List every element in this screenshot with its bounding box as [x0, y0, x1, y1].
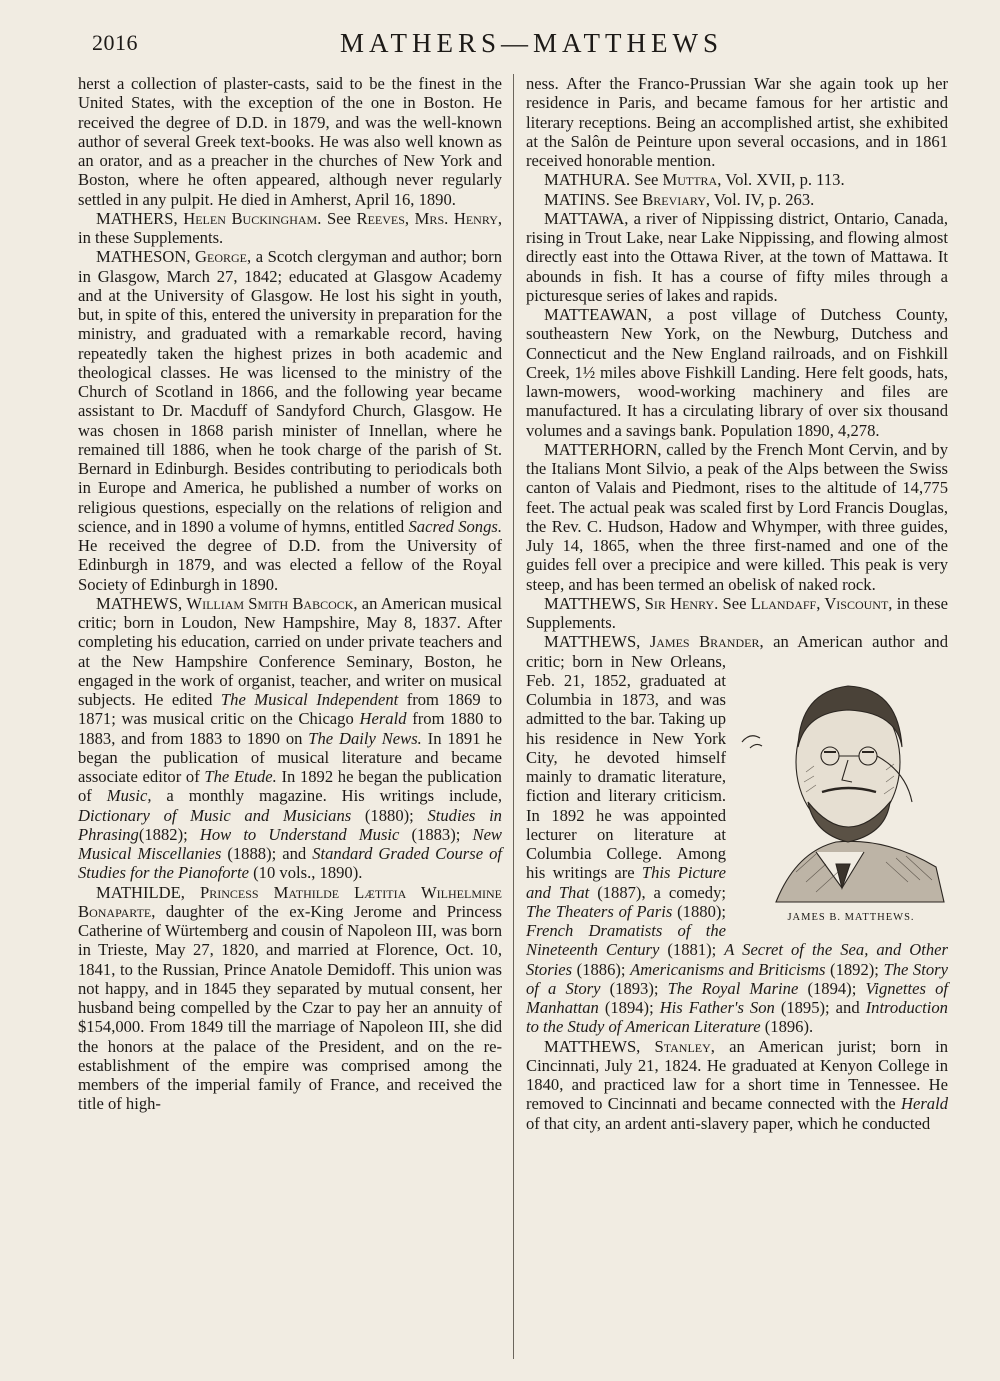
entry-text: (1880);: [351, 805, 428, 825]
page-number: 2016: [92, 30, 138, 55]
entry-text: an American author and critic; born in New Orleans, Feb. 21, 1852, graduated at Columbia in 1873, and was admitted to the bar. Taking up his residence in New York City, he devoted himself mainly to dramatic literature, fiction and literary criticism. In 1892 he was appointed lecturer on literature at Columbia College. Among his writings are: [526, 632, 948, 883]
entry-matins: [526, 190, 948, 209]
entry-matthews-james: [526, 632, 948, 1036]
entry-mathura: [526, 170, 948, 189]
entry-headword: MATTHEWS,: [544, 632, 641, 652]
book-title: The Theaters of Paris: [526, 901, 673, 921]
entry-headword: MATHILDE,: [96, 882, 185, 902]
entry-continuation: herst a collection of plaster-casts, said to be the finest in the United States, with the exception of the one in Boston. He received the degree of D.D. in 1879, and was the well-known author of several Greek text-books. He was also well known as an orator, and as a preacher in the churches of New York and Boston, where he often appeared, although never regularly settled in any pulpit. He died in Amherst, April 16, 1890.: [78, 74, 502, 209]
entry-matterhorn: [526, 440, 948, 594]
entry-text: a monthly magazine. His writings include,: [151, 786, 502, 806]
entry-matthews-stanley: [526, 1037, 948, 1133]
entry-text: an American jurist; born in Cincinnati, July 21, 1824. He graduated at Kenyon College in 1840, and practiced law for a short time in Tennessee. He removed to Cincinnati and became connected with the: [526, 1036, 948, 1114]
entry-name: James Brander,: [649, 632, 764, 652]
entry-text: (1887), a comedy;: [589, 882, 726, 902]
entry-mathilde: [78, 883, 502, 1114]
entry-text: (1881);: [659, 940, 725, 960]
entry-matteawan: [526, 305, 948, 440]
entry-text: (1882);: [138, 824, 200, 844]
entry-text: (1894);: [598, 998, 660, 1017]
cross-reference: Reeves, Mrs. Henry,: [356, 208, 503, 228]
entry-text: See: [609, 189, 643, 209]
entry-text: (1886);: [572, 959, 631, 979]
book-title: Vignettes of Manhattan: [526, 978, 948, 1017]
entry-text: He received the degree of D.D. from the University of Edinburgh in 1879, and was elected a fellow of the Royal Society of Edinburgh in 1890.: [78, 536, 502, 594]
entry-continuation: ness. After the Franco-Prussian War she again took up her residence in Paris, and became famous for her artistic and literary receptions. Being an accomplished artist, she exhibited at the Salôn de Peinture upon several occasions, and in 1861 received honorable mention.: [526, 74, 948, 170]
cross-reference: Breviary,: [642, 189, 711, 209]
entry-text: a post village of Dutchess County, southeastern New York, on the Newburg, Dutchess and Connecticut and the New England railroads, and on Fishkill Creek, 1½ miles above Fishkill Landing. Here felt goods, hats, lawn-mowers, wood-working machinery and files are manufactured. It has a circulating library of over six thousand volumes and a savings bank. Population 1890, 4,278.: [526, 305, 948, 440]
entry-text: daughter of the ex-King Jerome and Princess Catherine of Würtemberg and cousin of Napoleon III, was born in Trieste, May 27, 1820, and married at Florence, Oct. 10, 1841, to the Russian, Prince Anatole Demidoff. This union was not happy, and in 1845 they separated by mutual consent, her husband being compelled by the Czar to pay her an annuity of $154,000. From 1849 till the marriage of Napoleon III, she did the honors at the palace of the President, and on the re-establishment of the empire was comprised among the members of the imperial family of France, and received the title of high-: [78, 901, 502, 1114]
entry-text: (1893);: [600, 978, 668, 998]
book-title: His Father's Son: [659, 998, 775, 1017]
entry-mathews: [78, 594, 502, 883]
entry-name: George,: [195, 247, 252, 267]
book-title: French Dramatists of the Nineteenth Century: [526, 921, 726, 960]
book-title: Dictionary of Music and Musicians: [78, 805, 352, 825]
book-title: How to Understand Music: [199, 824, 400, 844]
book-title: Studies in Phrasing: [78, 805, 502, 844]
portrait-engraving: [736, 652, 948, 908]
entry-matthews-henry: [526, 594, 948, 633]
book-title: A Secret of the Sea, and Other Stories: [526, 940, 948, 979]
book-title: The Story of a Story: [526, 959, 948, 998]
entry-headword: MATTHEWS,: [544, 1036, 641, 1056]
book-title: Sacred Songs.: [408, 516, 502, 536]
entry-headword: MATTAWA,: [544, 208, 629, 228]
entry-text: (1896).: [760, 1017, 814, 1037]
right-column: [526, 74, 948, 1133]
portrait-caption: JAMES B. MATTHEWS.: [787, 912, 915, 924]
entry-text: in these Supplements.: [78, 228, 224, 247]
entry-text: from 1869 to 1871; was musical critic on the Chicago: [78, 690, 502, 729]
book-title: Americanisms and Briticisms: [630, 959, 826, 979]
entry-headword: MATHERS,: [96, 208, 178, 228]
book-title: Standard Graded Course of Studies for the Pianoforte: [78, 844, 502, 883]
cross-reference: Muttra,: [662, 170, 722, 190]
entry-text: (1894);: [798, 978, 866, 998]
entry-text: (1892);: [825, 959, 884, 979]
column-rule: [513, 74, 514, 1359]
entry-text: of that city, an ardent anti-slavery paper, which he conducted: [526, 1113, 931, 1133]
book-title: Introduction to the Study of American Literature: [526, 998, 948, 1037]
entry-text: Vol. XVII, p. 113.: [721, 170, 845, 190]
book-title: This Picture and That: [526, 863, 726, 902]
entry-headword: MATINS.: [544, 189, 610, 209]
entry-mattawa: [526, 209, 948, 305]
entry-text: (10 vols., 1890).: [249, 863, 363, 883]
entry-text: (1895); and: [774, 998, 866, 1017]
newspaper-title: Herald: [900, 1094, 948, 1114]
entry-name: William Smith Babcock,: [186, 593, 358, 613]
entry-text: (1883);: [399, 824, 473, 844]
entry-text: a river of Nippissing district, Ontario, Canada, rising in Trout Lake, near Lake Nippissing, and flowing almost directly east into the Ottawa River, at the town of Mattawa. It abounds in fish. It has a course of fifty miles through a picturesque series of lakes and rapids.: [526, 208, 948, 305]
entry-headword: MATHEWS,: [96, 593, 183, 613]
entry-name: Sir Henry.: [644, 593, 719, 613]
entry-text: See: [630, 170, 663, 190]
entry-headword: MATTEAWAN,: [544, 305, 652, 324]
entry-text: See: [321, 208, 357, 228]
entry-headword: MATTHEWS,: [544, 593, 641, 613]
entry-text: In 1892 he began the publication of: [78, 767, 502, 806]
entry-name: Helen Buckingham.: [183, 208, 322, 228]
entry-headword: MATHESON,: [96, 247, 191, 267]
entry-headword: MATTERHORN,: [544, 439, 662, 459]
entry-text: (1880);: [672, 901, 727, 921]
book-title: The Royal Marine: [667, 978, 799, 998]
entry-mathers: [78, 209, 502, 248]
entry-text: from 1880 to 1883, and from 1883 to 1890 on: [78, 709, 502, 748]
entry-text: called by the French Mont Cervin, and by the Italians Mont Silvio, a peak of the Alps between the Swiss canton of Valais and Piedmont, rises to the altitude of 14,775 feet. The actual peak was scaled first by Lord Francis Douglas, the Rev. C. Hudson, Hadow and Whymper, with three guides, July 14, 1865, when the three first-named and one of the guides fell over a precipice and were killed. This peak is very steep, and has been termed an obelisk of naked rock.: [526, 439, 948, 594]
entry-name: Princess Mathilde Lætitia Wilhelmine Bonaparte,: [78, 882, 502, 921]
entry-text: a Scotch clergyman and author; born in Glasgow, March 27, 1842; educated at Glasgow Academy and at the University of Glasgow. He lost his sight in youth, but, in spite of this, entered the university in preparation for the ministry, and graduated with a remarkable record, having repeatedly taken the highest prizes in both academic and theological classes. He was licensed to the ministry of the Church of Scotland in 1866, and the following year became assistant to Dr. Macduff of Sandyford Church, Glasgow. He was chosen in 1868 parish minister of Innellan, where he remained till 1886, when he took charge of the parish of St. Bernard in Edinburgh. Besides contributing to periodicals both in Europe and America, he published a number of works on religious questions, especially on the relations of religion and science, and in 1890 a volume of hymns, entitled: [78, 247, 502, 536]
running-head: MATHERS—MATTHEWS: [340, 28, 724, 58]
left-column: [78, 74, 502, 1114]
book-title: New Musical Miscellanies: [78, 824, 503, 863]
book-title: Music,: [106, 786, 152, 806]
entry-text: in these Supplements.: [526, 593, 948, 632]
entry-text: (1888); and: [221, 844, 313, 863]
book-title: The Daily News.: [308, 728, 422, 748]
book-title: The Etude.: [204, 767, 277, 786]
cross-reference: Llandaff, Viscount,: [750, 593, 893, 613]
page-header: [0, 28, 1000, 68]
entry-headword: MATHURA.: [544, 170, 631, 190]
portrait-illustration: [736, 652, 948, 930]
entry-name: Stanley,: [654, 1036, 715, 1056]
book-title: Herald: [359, 709, 407, 729]
entry-text: Vol. IV, p. 263.: [710, 189, 815, 209]
book-title: The Musical Independent: [220, 690, 399, 709]
entry-matheson: [78, 247, 502, 594]
entry-text: See: [718, 593, 751, 613]
entry-text: an American musical critic; born in Loudon, New Hampshire, May 8, 1837. After completing his education, carried on under private teachers and at the New Hampshire Conference Seminary, Boston, he engaged in the work of organist, teacher, and writer on musical subjects. He edited: [78, 593, 502, 709]
entry-text: In 1891 he began the publication of musical literature and became associate editor of: [78, 728, 503, 786]
